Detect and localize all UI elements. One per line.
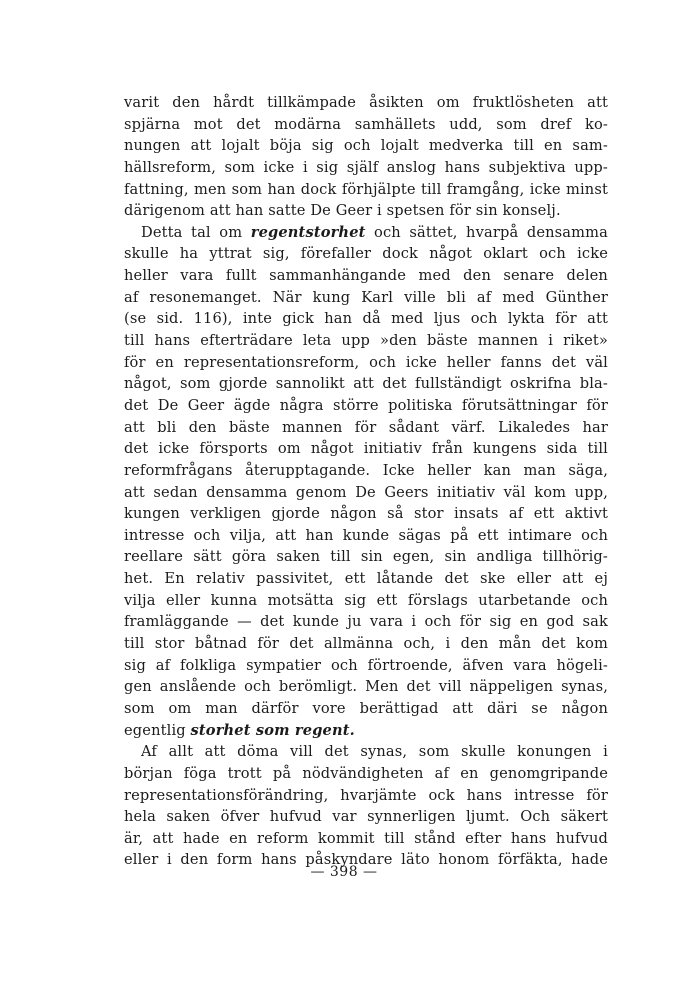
text-line: af resonemanget. När kung Karl ville bli af med Günther (124, 288, 608, 306)
text-line: (se sid. 116), inte gick han då med ljus och lykta för att (124, 310, 608, 328)
emphasis-text: regentstorhet (250, 223, 366, 241)
text-line: skulle ha yttrat sig, förefaller dock något oklart och icke (124, 245, 608, 263)
text-line: det De Geer ägde några större politiska förutsättningar för (124, 396, 608, 414)
text-line: är, att hade en reform kommit till stånd efter hans hufvud (124, 829, 608, 847)
text-line: som om man därför vore berättigad att däri se någon (124, 699, 608, 717)
body-text (124, 92, 608, 871)
text-line: att sedan densamma genom De Geers initiativ väl kom upp, (124, 483, 608, 501)
text-line: något, som gjorde sannolikt att det fullständigt oskrifna bla- (124, 375, 608, 393)
text-line: det icke försports om något initiativ från kungens sida till (124, 440, 608, 458)
text-line: spjärna mot det modärna samhällets udd, som dref ko- (124, 115, 608, 133)
text-line: representationsförändring, hvarjämte ock hans intresse för (124, 786, 608, 804)
text-line: till stor båtnad för det allmänna och, i den mån det kom (124, 635, 608, 653)
text-line: eller i den form hans påskyndare läto honom förfäkta, hade (124, 851, 608, 869)
text-line: framläggande — det kunde ju vara i och för sig en god sak (124, 613, 608, 631)
text-line: hela saken öfver hufvud var synnerligen ljumt. Och säkert (124, 808, 608, 826)
text-line: het. En relativ passivitet, ett låtande det ske eller att ej (124, 570, 608, 588)
text-line (124, 720, 608, 742)
text-line: vilja eller kunna motsätta sig ett förslags utarbetande och (124, 591, 608, 609)
text-line: därigenom att han satte De Geer i spetsen för sin konselj. (124, 202, 561, 220)
text-line (124, 222, 608, 244)
text-line: gen anslående och berömligt. Men det vill näppeligen synas, (124, 678, 608, 696)
emphasis-text: storhet som regent. (190, 721, 355, 739)
text-line: hällsreform, som icke i sig själf anslog hans subjektiva upp- (124, 158, 608, 176)
text-line: reellare sätt göra saken till sin egen, sin andliga tillhörig- (124, 548, 608, 566)
text-line: till hans efterträdare leta upp »den bäste mannen i riket» (124, 332, 608, 350)
text-run: och sättet, hvarpå densamma (365, 223, 608, 241)
text-line: för en representationsreform, och icke heller fanns det väl (124, 353, 608, 371)
text-line: reformfrågans återupptagande. Icke heller kan man säga, (124, 461, 608, 479)
page-number: — 398 — (310, 864, 378, 880)
text-line: Af allt att döma vill det synas, som skulle konungen i (141, 743, 608, 761)
text-line: intresse och vilja, att han kunde sägas på ett intimare och (124, 526, 608, 544)
text-line: kungen verkligen gjorde någon så stor insats af ett aktivt (124, 505, 608, 523)
text-run: Detta tal om (141, 223, 251, 241)
text-line: varit den hårdt tillkämpade åsikten om fruktlösheten att (124, 94, 608, 111)
text-line: att bli den bäste mannen för sådant värf. Likaledes har (124, 418, 608, 436)
text-line: sig af folkliga sympatier och förtroende, äfven vara högeli- (124, 656, 608, 674)
text-line: början föga trott på nödvändigheten af en genomgripande (124, 764, 608, 782)
text-run: egentlig (124, 721, 191, 739)
text-line: heller vara fullt sammanhängande med den senare delen (124, 267, 608, 285)
text-line: nungen att lojalt böja sig och lojalt medverka till en sam- (124, 137, 608, 155)
text-line: fattning, men som han dock förhjälpte till framgång, icke minst (124, 180, 608, 198)
